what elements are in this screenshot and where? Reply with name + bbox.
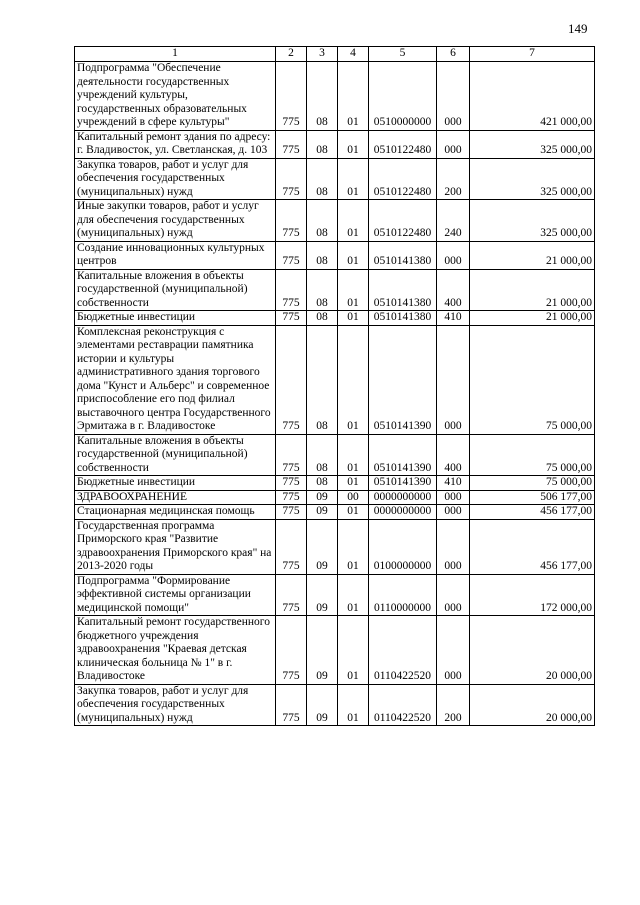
cell-section: 08 (307, 311, 338, 326)
column-header: 7 (470, 47, 595, 62)
column-header: 6 (437, 47, 470, 62)
cell-target-article: 0110422520 (369, 684, 437, 726)
table-row (75, 505, 595, 520)
cell-expense-type: 000 (437, 490, 470, 505)
column-header: 4 (338, 47, 369, 62)
row-name: Капитальный ремонт здания по адресу: г. Владивосток, ул. Светланская, д. 103 (75, 130, 276, 158)
table-row (75, 684, 595, 726)
cell-amount: 421 000,00 (470, 62, 595, 131)
cell-amount: 506 177,00 (470, 490, 595, 505)
cell-amount: 21 000,00 (470, 269, 595, 311)
cell-subsection: 01 (338, 684, 369, 726)
cell-admin-code: 775 (276, 519, 307, 574)
cell-target-article: 0000000000 (369, 490, 437, 505)
cell-section: 09 (307, 684, 338, 726)
row-name: Подпрограмма "Обеспечение деятельности государственных учреждений культуры, государственных образовательных учреждений в сфере культуры" (75, 62, 276, 131)
cell-target-article: 0510122480 (369, 158, 437, 200)
cell-section: 09 (307, 616, 338, 685)
row-name: Бюджетные инвестиции (75, 311, 276, 326)
row-name: Закупка товаров, работ и услуг для обеспечения государственных (муниципальных) нужд (75, 158, 276, 200)
cell-section: 09 (307, 574, 338, 616)
cell-admin-code: 775 (276, 62, 307, 131)
cell-admin-code: 775 (276, 130, 307, 158)
cell-subsection: 01 (338, 200, 369, 242)
cell-expense-type: 000 (437, 519, 470, 574)
cell-admin-code: 775 (276, 311, 307, 326)
table-row (75, 434, 595, 476)
cell-amount: 325 000,00 (470, 130, 595, 158)
row-name: Комплексная реконструкция с элементами реставрации памятника истории и культуры административного здания торгового дома "Кунст и Альберс" и современное приспособление его под филиал выставочного центра Государственного Эрмитажа в г. Владивостоке (75, 325, 276, 434)
cell-target-article: 0000000000 (369, 505, 437, 520)
row-name: Капитальные вложения в объекты государственной (муниципальной) собственности (75, 269, 276, 311)
cell-admin-code: 775 (276, 476, 307, 491)
cell-admin-code: 775 (276, 505, 307, 520)
cell-section: 08 (307, 434, 338, 476)
row-name: Иные закупки товаров, работ и услуг для обеспечения государственных (муниципальных) нужд (75, 200, 276, 242)
cell-amount: 20 000,00 (470, 684, 595, 726)
cell-subsection: 01 (338, 269, 369, 311)
cell-admin-code: 775 (276, 158, 307, 200)
cell-subsection: 01 (338, 130, 369, 158)
cell-subsection: 01 (338, 616, 369, 685)
cell-target-article: 0510141380 (369, 311, 437, 326)
cell-target-article: 0110000000 (369, 574, 437, 616)
cell-expense-type: 000 (437, 62, 470, 131)
cell-expense-type: 240 (437, 200, 470, 242)
table-row (75, 519, 595, 574)
cell-expense-type: 400 (437, 434, 470, 476)
table-row (75, 158, 595, 200)
cell-section: 08 (307, 476, 338, 491)
cell-admin-code: 775 (276, 684, 307, 726)
cell-amount: 75 000,00 (470, 434, 595, 476)
row-name: Создание инновационных культурных центров (75, 241, 276, 269)
column-header: 1 (75, 47, 276, 62)
row-name: Капитальный ремонт государственного бюджетного учреждения здравоохранения "Краевая детская клиническая больница № 1" в г. Владивостоке (75, 616, 276, 685)
cell-subsection: 01 (338, 574, 369, 616)
cell-subsection: 01 (338, 505, 369, 520)
cell-subsection: 01 (338, 241, 369, 269)
cell-subsection: 01 (338, 519, 369, 574)
cell-expense-type: 000 (437, 241, 470, 269)
cell-target-article: 0510141390 (369, 476, 437, 491)
cell-amount: 325 000,00 (470, 158, 595, 200)
cell-subsection: 01 (338, 476, 369, 491)
cell-subsection: 01 (338, 434, 369, 476)
cell-target-article: 0510122480 (369, 200, 437, 242)
cell-admin-code: 775 (276, 490, 307, 505)
cell-section: 08 (307, 325, 338, 434)
cell-amount: 21 000,00 (470, 241, 595, 269)
cell-admin-code: 775 (276, 616, 307, 685)
column-header: 5 (369, 47, 437, 62)
table-row (75, 269, 595, 311)
cell-expense-type: 410 (437, 311, 470, 326)
cell-target-article: 0510141380 (369, 269, 437, 311)
cell-section: 08 (307, 158, 338, 200)
table-row (75, 200, 595, 242)
table-row (75, 325, 595, 434)
cell-section: 08 (307, 200, 338, 242)
row-name: Бюджетные инвестиции (75, 476, 276, 491)
page-number: 149 (568, 21, 588, 36)
cell-target-article: 0510141390 (369, 325, 437, 434)
cell-expense-type: 200 (437, 158, 470, 200)
cell-admin-code: 775 (276, 241, 307, 269)
cell-amount: 456 177,00 (470, 519, 595, 574)
cell-admin-code: 775 (276, 269, 307, 311)
table-row (75, 574, 595, 616)
cell-target-article: 0110422520 (369, 616, 437, 685)
cell-section: 08 (307, 62, 338, 131)
cell-target-article: 0510000000 (369, 62, 437, 131)
cell-admin-code: 775 (276, 574, 307, 616)
cell-section: 08 (307, 241, 338, 269)
row-name: ЗДРАВООХРАНЕНИЕ (75, 490, 276, 505)
row-name: Государственная программа Приморского края "Развитие здравоохранения Приморского края" на 2013-2020 годы (75, 519, 276, 574)
column-header: 3 (307, 47, 338, 62)
cell-section: 09 (307, 519, 338, 574)
cell-amount: 172 000,00 (470, 574, 595, 616)
cell-subsection: 01 (338, 62, 369, 131)
cell-admin-code: 775 (276, 325, 307, 434)
row-name: Подпрограмма "Формирование эффективной системы организации медицинской помощи" (75, 574, 276, 616)
cell-admin-code: 775 (276, 200, 307, 242)
cell-subsection: 01 (338, 158, 369, 200)
row-name: Закупка товаров, работ и услуг для обеспечения государственных (муниципальных) нужд (75, 684, 276, 726)
cell-target-article: 0510141380 (369, 241, 437, 269)
cell-target-article: 0100000000 (369, 519, 437, 574)
row-name: Стационарная медицинская помощь (75, 505, 276, 520)
cell-subsection: 00 (338, 490, 369, 505)
cell-amount: 75 000,00 (470, 325, 595, 434)
cell-expense-type: 000 (437, 505, 470, 520)
cell-section: 08 (307, 269, 338, 311)
cell-expense-type: 000 (437, 325, 470, 434)
cell-amount: 325 000,00 (470, 200, 595, 242)
cell-amount: 20 000,00 (470, 616, 595, 685)
cell-target-article: 0510141390 (369, 434, 437, 476)
cell-expense-type: 000 (437, 616, 470, 685)
cell-expense-type: 410 (437, 476, 470, 491)
column-header: 2 (276, 47, 307, 62)
row-name: Капитальные вложения в объекты государственной (муниципальной) собственности (75, 434, 276, 476)
header-row (75, 47, 595, 62)
cell-amount: 75 000,00 (470, 476, 595, 491)
cell-expense-type: 000 (437, 130, 470, 158)
cell-section: 09 (307, 490, 338, 505)
table-row (75, 476, 595, 491)
cell-amount: 456 177,00 (470, 505, 595, 520)
cell-section: 08 (307, 130, 338, 158)
table-row (75, 62, 595, 131)
cell-subsection: 01 (338, 311, 369, 326)
table-row (75, 311, 595, 326)
cell-expense-type: 000 (437, 574, 470, 616)
cell-section: 09 (307, 505, 338, 520)
cell-subsection: 01 (338, 325, 369, 434)
cell-expense-type: 400 (437, 269, 470, 311)
cell-amount: 21 000,00 (470, 311, 595, 326)
cell-expense-type: 200 (437, 684, 470, 726)
budget-table (74, 46, 595, 726)
cell-target-article: 0510122480 (369, 130, 437, 158)
cell-admin-code: 775 (276, 434, 307, 476)
table-row (75, 130, 595, 158)
table-row (75, 241, 595, 269)
table-row (75, 616, 595, 685)
table-row (75, 490, 595, 505)
